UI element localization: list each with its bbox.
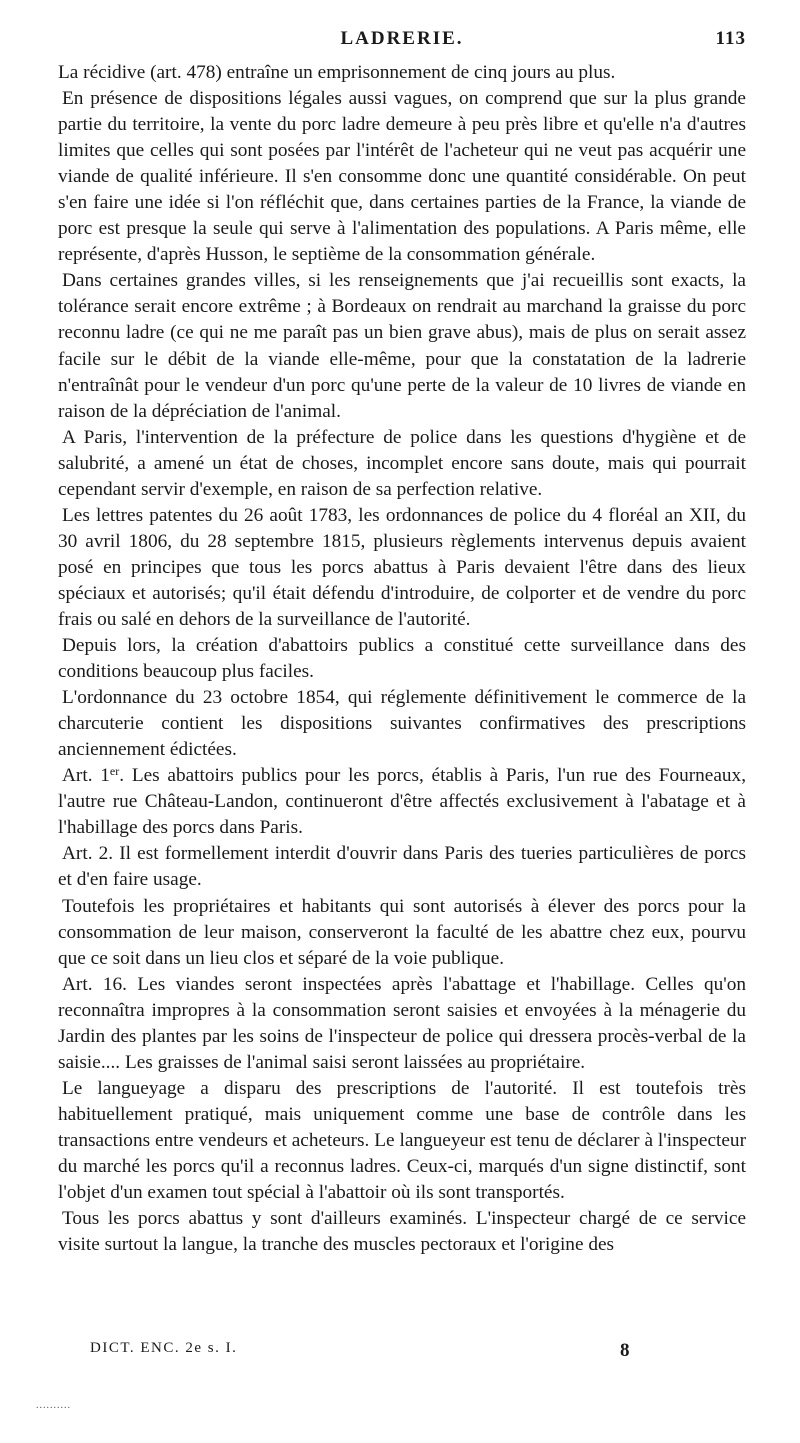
article-1-period: . — [119, 765, 125, 787]
paragraph: Tous les porcs abattus y sont d'ailleurs examinés. L'inspecteur chargé de ce service visite surtout la langue, la tranche des muscles pectoraux et l'origine des — [58, 1208, 746, 1256]
paragraph: Art. 2. Il est formellement interdit d'ouvrir dans Paris des tueries particulières de porcs et d'en faire usage. — [58, 843, 746, 891]
running-title: LADRERIE. — [340, 28, 464, 49]
page-number: 113 — [715, 28, 746, 49]
body-text — [58, 60, 746, 1258]
article-1-text: Les abattoirs publics pour les porcs, établis à Paris, l'un rue des Fourneaux, l'autre rue Château-Landon, continueront d'être affectés exclusivement à l'abatage et à l'habillage des porcs dans Paris. — [58, 765, 747, 839]
article-1-label: Art. 1 — [62, 765, 110, 787]
page — [58, 28, 746, 1258]
paragraph: Les lettres patentes du 26 août 1783, les ordonnances de police du 4 floréal an XII, du 30 avril 1806, du 28 septembre 1815, plusieurs règlements intervenus depuis avaient posé en principes que tous les porcs abattus à Paris devaient l'être dans des lieux spéciaux et autorisés; qu'il était défendu d'introduire, de colporter et de vendre du porc frais ou salé en dehors de la surveillance de l'autorité. — [58, 504, 746, 630]
paragraph: A Paris, l'intervention de la préfecture de police dans les questions d'hygiène et de salubrité, a amené un état de choses, incomplet encore sans doute, mais qui pourrait cependant servir d'exemple, en raison de sa perfection relative. — [58, 426, 746, 500]
running-head — [58, 28, 746, 60]
paragraph: Depuis lors, la création d'abattoirs publics a constitué cette surveillance dans des conditions beaucoup plus faciles. — [58, 635, 746, 683]
paragraph: Art. 16. Les viandes seront inspectées après l'abattage et l'habillage. Celles qu'on reconnaîtra impropres à la consommation seront saisies et envoyées à la ménagerie du Jardin des plantes par les soins de l'inspecteur de police qui dressera procès-verbal de la saisie.... Les graisses de l'animal saisi seront laissées au propriétaire. — [58, 973, 746, 1073]
signature-number: 8 — [620, 1340, 630, 1361]
paragraph: La récidive (art. 478) entraîne un emprisonnement de cinq jours au plus. — [58, 62, 616, 83]
paragraph: Dans certaines grandes villes, si les renseignements que j'ai recueillis sont exacts, la tolérance serait encore extrême ; à Bordeaux on rendrait au marchand la graisse du porc reconnu ladre (ce qui ne me paraît pas un bien grave abus), mais de plus on serait assez facile sur le débit de la viande elle-même, pour que la constatation de la ladrerie n'entraînât pour le vendeur d'un porc qu'une perte de la valeur de 10 livres de viande en raison de la dépréciation de l'animal. — [58, 270, 746, 422]
paragraph: En présence de dispositions légales aussi vagues, on comprend que sur la plus grande partie du territoire, la vente du porc ladre demeure à peu près libre et qu'elle n'a d'autres limites que celles qui sont posées par l'intérêt de l'acheteur qui ne veut pas acquérir une viande de qualité inférieure. Il s'en consomme donc une quantité considérable. On peut s'en faire une idée si l'on réfléchit que, dans certaines parties de la France, la viande de porc est presque la seule qui serve à l'alimentation des populations. A Paris même, elle représente, d'après Husson, le septième de la consommation générale. — [58, 88, 746, 266]
paragraph: Toutefois les propriétaires et habitants qui sont autorisés à élever des porcs pour la consommation de leur maison, conserveront la faculté de les abattre chez eux, pourvu que ce soit dans un lieu clos et séparé de la voie publique. — [58, 895, 746, 969]
article-1-paragraph — [58, 763, 746, 841]
article-1-superscript: er — [109, 764, 120, 779]
paragraph: L'ordonnance du 23 octobre 1854, qui réglemente définitivement le commerce de la charcuterie contient les dispositions suivantes confirmatives des prescriptions anciennement édictées. — [58, 687, 746, 761]
signature-mark: DICT. ENC. 2e s. I. — [90, 1340, 238, 1356]
footer-dots: .......... — [36, 1400, 71, 1411]
paragraph: Le langueyage a disparu des prescriptions de l'autorité. Il est toutefois très habituellement pratiqué, mais uniquement comme une base de contrôle dans les transactions entre vendeurs et acheteurs. Le langueyeur est tenu de déclarer à l'inspecteur du marché les porcs qu'il a reconnus ladres. Ceux-ci, marqués d'un signe distinctif, sont l'objet d'un examen tout spécial à l'abattoir où ils sont transportés. — [58, 1077, 746, 1204]
